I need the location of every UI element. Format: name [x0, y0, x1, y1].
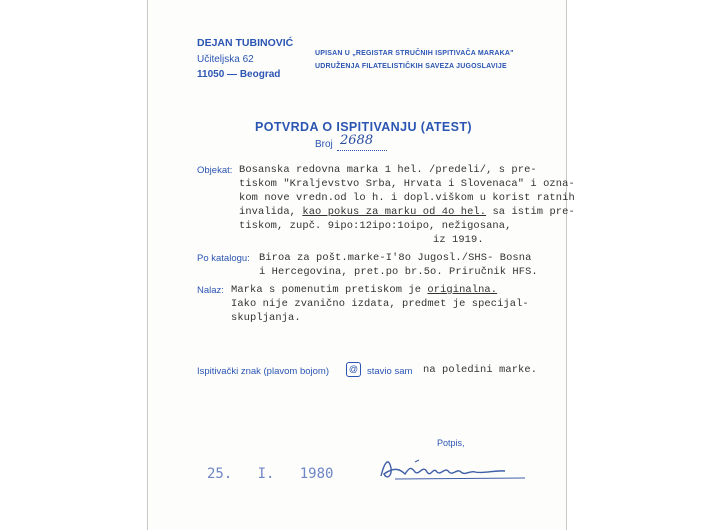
objekat-year: iz 1919.	[433, 234, 484, 246]
objekat-line: kom nove vredn.od lo h. i dopl.viškom u korist ratnih	[239, 192, 575, 204]
znak-label: Ispitivački znak (plavom bojom)	[197, 366, 329, 377]
objekat-line: tiskom "Kraljevstvo Srba, Hrvata i Slovenaca" i ozna-	[239, 178, 575, 190]
broj-label: Broj	[315, 139, 333, 150]
mark-placement: na poledini marke.	[423, 364, 538, 376]
nalaz-line: Marka s pomenutim pretiskom je originalna.	[231, 284, 498, 296]
katalog-line: Biroa za pošt.marke-I'8o Jugosl./SHS- Bosna	[259, 252, 532, 264]
issuer-city: 11050 — Beograd	[197, 69, 281, 80]
objekat-line: invalida, kao pokus za marku od 4o hel. sa istim pre-	[239, 206, 575, 218]
issuer-name: DEJAN TUBINOVIĆ	[197, 37, 294, 49]
objekat-underlined: kao pokus za marku od 4o hel.	[302, 206, 487, 218]
nalaz-label: Nalaz:	[197, 285, 224, 296]
broj-dotted-line	[337, 150, 387, 151]
nalaz-line: skupljanja.	[231, 312, 301, 324]
document-title: POTVRDA O ISPITIVANJU (ATEST)	[255, 120, 472, 134]
katalog-line: i Hercegovina, pret.po br.5o. Priručnik HFS.	[259, 266, 538, 278]
objekat-line: tiskom, zupč. 9ipo:12ipo:1oipo, nežigosana,	[239, 220, 512, 232]
nalaz-line: Iako nije zvanično izdata, predmet je specijal-	[231, 298, 529, 310]
stavio-label: stavio sam	[367, 366, 413, 377]
katalog-label: Po katalogu:	[197, 253, 250, 264]
document-page	[147, 0, 575, 530]
issuer-street: Učiteljska 62	[197, 54, 254, 65]
objekat-label: Objekat:	[197, 165, 233, 176]
nalaz-result: originalna.	[427, 284, 498, 296]
date-stamp: 25. I. 1980	[207, 466, 334, 482]
broj-value: 2688	[340, 133, 374, 148]
registry-line-2: UDRUŽENJA FILATELISTIČKIH SAVEZA JUGOSLAVIJE	[315, 63, 507, 70]
registry-line-1: UPISAN U „REGISTAR STRUČNIH ISPITIVAČA MARAKA"	[315, 50, 514, 57]
potpis-label: Potpis,	[437, 438, 465, 448]
objekat-line: Bosanska redovna marka 1 hel. /predeli/, s pre-	[239, 164, 537, 176]
signature-image	[375, 454, 535, 484]
examiner-mark-icon: @	[346, 362, 361, 377]
